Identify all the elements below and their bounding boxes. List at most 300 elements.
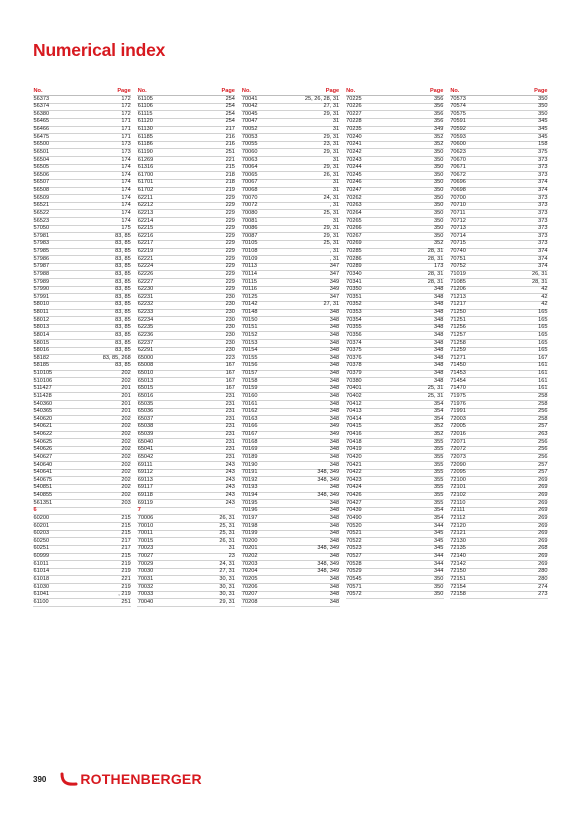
item-number: 57983 (33, 240, 50, 247)
item-number: 70402 (346, 392, 362, 399)
page-reference: 254 (225, 95, 235, 102)
item-number: 70045 (241, 110, 258, 117)
item-number: 71019 (450, 270, 466, 277)
item-number: 540622 (33, 431, 53, 437)
page-reference: 348 (329, 575, 340, 582)
item-number: 72073 (450, 453, 466, 460)
item-number: 62236 (137, 331, 154, 338)
item-number: 70040 (137, 598, 154, 605)
item-number: 70422 (346, 469, 362, 476)
item-number: 70575 (450, 110, 466, 117)
page-reference: 171 (121, 133, 131, 140)
item-number: 70715 (450, 240, 466, 247)
item-number: 61018 (33, 575, 50, 582)
page-reference: 352 (433, 423, 444, 430)
item-number: 57981 (33, 232, 50, 239)
item-number: 70208 (241, 598, 258, 605)
item-number: 70420 (346, 453, 362, 460)
page-reference: 202 (121, 476, 131, 483)
page-reference: 165 (538, 339, 548, 346)
item-number: 69113 (137, 476, 153, 483)
item-number: 70413 (346, 408, 362, 415)
page-reference: 202 (121, 438, 131, 445)
item-number: 70246 (346, 179, 362, 186)
page-reference: 348 (329, 370, 340, 376)
item-number: 56466 (33, 126, 50, 132)
page-reference: 350 (433, 194, 444, 201)
page-reference: 348 (329, 377, 340, 384)
page-reference: 203 (121, 499, 131, 506)
page-reference: 350 (538, 95, 548, 102)
page-reference: 27, 31 (323, 301, 340, 308)
page-reference: 231 (225, 415, 235, 422)
item-number: 56508 (33, 187, 50, 193)
page-reference: 167 (225, 370, 235, 376)
item-number: 70125 (241, 293, 258, 300)
item-number: 57050 (33, 225, 50, 232)
page-footer (33, 768, 253, 790)
item-number: 510106 (33, 377, 53, 384)
page-reference: 348 (329, 339, 340, 346)
item-number: 57986 (33, 255, 50, 262)
page-reference: 161 (538, 362, 548, 369)
page-reference: 348 (433, 309, 444, 315)
item-number: 70289 (346, 263, 362, 270)
page-reference: 348 (433, 370, 444, 376)
item-number: 61120 (137, 118, 153, 125)
item-number: 72121 (450, 530, 466, 537)
page-reference: 243 (225, 492, 235, 498)
page-reference: 229 (225, 232, 235, 239)
item-number: 71470 (450, 385, 466, 392)
page-reference: 83, 85 (115, 270, 131, 277)
page-reference: 28, 31 (427, 270, 444, 277)
page-reference: 202 (121, 453, 131, 460)
page-reference: 269 (538, 522, 548, 529)
page-reference: 230 (225, 347, 235, 354)
item-number: 70262 (346, 194, 362, 201)
item-number: 70228 (346, 118, 362, 125)
item-number: 62224 (137, 263, 154, 270)
page-reference: 215 (121, 522, 131, 529)
page-reference: 219 (121, 560, 131, 567)
item-number: 72154 (450, 583, 466, 590)
rothenberger-logo-mark-icon (60, 772, 78, 786)
page-reference: 229 (225, 240, 235, 247)
page-reference: 347 (329, 293, 340, 300)
item-number: 70063 (241, 156, 258, 163)
item-number: 72102 (450, 492, 466, 498)
item-number: 70244 (346, 164, 362, 171)
item-number: 57991 (33, 293, 50, 300)
page-reference: 231 (225, 446, 235, 453)
item-number: 70047 (241, 118, 258, 125)
item-number: 70711 (450, 209, 466, 216)
page-reference: 173 (433, 263, 444, 270)
page-reference: 344 (433, 568, 444, 575)
item-number: 70623 (450, 148, 466, 155)
page-reference: 202 (121, 370, 131, 376)
item-number: 540627 (33, 453, 53, 460)
page-reference: 83, 85 (115, 248, 131, 254)
index-row (137, 500, 235, 508)
item-number: 61186 (137, 141, 153, 148)
page-reference: 174 (121, 202, 131, 209)
item-number: 60250 (33, 537, 50, 544)
page-reference: 83, 85 (115, 263, 131, 270)
item-number: 72005 (450, 423, 466, 430)
page-reference: 83, 85 (115, 339, 131, 346)
item-number: 70156 (241, 362, 258, 369)
item-number: 70080 (241, 209, 258, 216)
page-reference: 219 (225, 187, 235, 193)
item-number: 70011 (137, 530, 153, 537)
page-number: 390 (33, 774, 47, 784)
page-reference: 28, 31 (427, 278, 444, 285)
page-reference: 345 (538, 133, 548, 140)
page-reference: 356 (433, 103, 444, 110)
index-column (137, 87, 235, 607)
page-reference: 216 (225, 141, 235, 148)
item-number: 70087 (241, 232, 258, 239)
page-reference: 25, 31 (219, 530, 235, 537)
page-title: Numerical index (33, 40, 166, 60)
index-row (450, 592, 548, 600)
page-reference: 348 (433, 293, 444, 300)
item-number: 70752 (450, 263, 466, 270)
item-number: 70169 (241, 446, 258, 453)
page-reference: 175 (121, 225, 131, 232)
item-number: 70204 (241, 568, 258, 575)
page-reference: 354 (433, 507, 444, 514)
item-number: 61030 (33, 583, 50, 590)
page-reference: 355 (433, 476, 444, 483)
page-reference: 30, 31 (219, 575, 235, 582)
item-number: 61105 (137, 95, 153, 102)
item-number: 70033 (137, 591, 154, 598)
page-reference: 83, 85 (115, 309, 131, 315)
index-column (33, 87, 131, 607)
item-number: 70267 (346, 232, 362, 239)
page-reference: 350 (433, 217, 444, 224)
page-reference: 349 (329, 423, 340, 430)
item-number: 61011 (33, 560, 49, 567)
item-number: 62221 (137, 255, 154, 262)
item-number: 540365 (33, 408, 53, 415)
item-number: 70055 (241, 141, 258, 148)
item-number: 70015 (137, 537, 154, 544)
item-number: 70286 (346, 255, 362, 262)
item-number: 56500 (33, 141, 50, 148)
page-reference: 221 (121, 575, 131, 582)
page-reference: 171 (121, 118, 131, 125)
item-number: 62214 (137, 217, 154, 224)
page-reference: 352 (433, 431, 444, 437)
item-number: 62216 (137, 232, 154, 239)
header-no: No. (137, 87, 147, 94)
item-number: 69117 (137, 484, 153, 491)
page-reference: 229 (225, 278, 235, 285)
page-reference: 273 (538, 591, 548, 598)
page-reference: 350 (433, 591, 444, 598)
page-reference: 348 (329, 415, 340, 422)
page-reference: 230 (225, 331, 235, 338)
item-number: 71250 (450, 309, 466, 315)
item-number: 70591 (450, 118, 466, 125)
item-number: 56509 (33, 194, 50, 201)
page-reference: 354 (433, 408, 444, 415)
item-number: 70269 (346, 240, 362, 247)
page-reference: 202 (121, 431, 131, 437)
page-reference: 218 (225, 171, 235, 178)
item-number: 70265 (346, 217, 362, 224)
page-reference: 31 (332, 126, 340, 132)
page-reference: 349 (329, 431, 340, 437)
item-number: 62235 (137, 324, 154, 331)
page-reference: 348 (329, 385, 340, 392)
item-number: 70352 (346, 301, 362, 308)
item-number: 65008 (137, 362, 154, 369)
page-reference: 348 (329, 530, 340, 537)
item-number: 70192 (241, 476, 258, 483)
item-number: 72150 (450, 568, 466, 575)
rothenberger-logo (60, 771, 201, 787)
page-reference: 174 (121, 209, 131, 216)
item-number: 61269 (137, 156, 154, 163)
item-number: 61100 (33, 598, 49, 605)
page-reference: 42 (541, 301, 548, 308)
item-number: 60203 (33, 530, 50, 537)
item-number: 72112 (450, 514, 466, 521)
item-number: 70070 (241, 194, 258, 201)
item-number: 70700 (450, 194, 466, 201)
item-number: 62230 (137, 286, 154, 293)
page-reference: 348 (433, 316, 444, 323)
item-number: 70041 (241, 95, 258, 102)
item-number: 70740 (450, 248, 466, 254)
page-reference: 171 (121, 126, 131, 132)
page-reference: 257 (538, 423, 548, 430)
item-number: 58011 (33, 309, 49, 315)
page-reference: 172 (121, 110, 131, 117)
item-number: 71259 (450, 347, 466, 354)
index-row (346, 592, 444, 600)
page-reference: 373 (538, 171, 548, 178)
page-reference: 165 (538, 309, 548, 315)
page-reference: 373 (538, 209, 548, 216)
item-number: 540851 (33, 484, 53, 491)
page-reference: 348 (433, 362, 444, 369)
item-number: 70340 (346, 270, 362, 277)
page-reference: 161 (538, 370, 548, 376)
item-number: 70159 (241, 385, 258, 392)
item-number: 61130 (137, 126, 153, 132)
item-number: 540626 (33, 446, 53, 453)
item-number: 70148 (241, 309, 258, 315)
page-reference: 350 (433, 148, 444, 155)
item-number: 61041 (33, 591, 50, 598)
item-number: 72095 (450, 469, 466, 476)
page-reference: 174 (121, 194, 131, 201)
page-reference: 348 (329, 400, 340, 407)
page-reference: 30, 31 (219, 591, 235, 598)
page-reference: 24, 31 (219, 560, 235, 567)
page-reference: 25, 31 (323, 240, 340, 247)
page-reference: 26, 31 (219, 537, 235, 544)
page-reference: 269 (538, 492, 548, 498)
page-reference: 348 (329, 316, 340, 323)
item-number: 69112 (137, 469, 153, 476)
item-number: 6 (33, 507, 37, 514)
index-column (450, 87, 548, 607)
item-number: 72090 (450, 461, 466, 468)
page-reference: 348 (329, 537, 340, 544)
page-reference: 348 (433, 331, 444, 338)
item-number: 65035 (137, 400, 154, 407)
item-number: 540855 (33, 492, 53, 498)
index-column (346, 87, 444, 607)
index-row (137, 599, 235, 607)
page-reference: 348 (329, 598, 340, 605)
item-number: 58010 (33, 301, 50, 308)
item-number: 70375 (346, 347, 362, 354)
page-reference: 173 (121, 141, 131, 148)
item-number: 62213 (137, 209, 154, 216)
page-reference: 172 (121, 95, 131, 102)
page-reference: 218 (225, 179, 235, 186)
page-reference: 348 (329, 583, 340, 590)
item-number: 62234 (137, 316, 154, 323)
item-number: 71975 (450, 392, 466, 399)
item-number: 61190 (137, 148, 153, 155)
header-page: Page (117, 87, 131, 94)
page-reference: 256 (538, 438, 548, 445)
item-number: 70194 (241, 492, 258, 498)
item-number: 69118 (137, 492, 153, 498)
item-number: 70150 (241, 316, 258, 323)
item-number: 70528 (346, 560, 362, 567)
item-number: 70199 (241, 530, 258, 537)
item-number: 70027 (137, 553, 154, 559)
item-number: 70529 (346, 568, 362, 575)
item-number: 62237 (137, 339, 154, 346)
page-reference: 26, 31 (323, 171, 340, 178)
header-no: No. (346, 87, 356, 94)
item-number: 70710 (450, 202, 466, 209)
page-reference: 29, 31 (323, 232, 340, 239)
page-reference: 167 (538, 354, 548, 361)
item-number: 540640 (33, 461, 53, 468)
item-number: 70162 (241, 408, 258, 415)
item-number: 70242 (346, 148, 362, 155)
item-number: 70378 (346, 362, 362, 369)
item-number: 65013 (137, 377, 154, 384)
page-reference: 348 (329, 408, 340, 415)
page-reference: 348, 349 (317, 545, 340, 552)
item-number: 70193 (241, 484, 258, 491)
page-reference: 229 (225, 202, 235, 209)
page-reference: 280 (538, 575, 548, 582)
item-number: 72110 (450, 499, 466, 506)
page-reference: 348, 349 (317, 560, 340, 567)
page-reference: 348 (329, 392, 340, 399)
page-reference: 229 (225, 270, 235, 277)
item-number: 70419 (346, 446, 362, 453)
page-reference: 29, 31 (323, 110, 340, 117)
page-reference: 348 (329, 461, 340, 468)
page-reference: 219 (121, 568, 131, 575)
page-reference: 243 (225, 499, 235, 506)
item-number: 70427 (346, 499, 362, 506)
page-reference: 348 (329, 553, 340, 559)
item-number: 72101 (450, 484, 466, 491)
page-reference: 280 (538, 568, 548, 575)
item-number: 70235 (346, 126, 362, 132)
page-reference: 29, 31 (323, 133, 340, 140)
item-number: 72151 (450, 575, 466, 582)
item-number: 71453 (450, 370, 466, 376)
page-reference: 355 (433, 438, 444, 445)
item-number: 70108 (241, 248, 258, 254)
page-reference: 27, 31 (323, 103, 340, 110)
index-row (33, 500, 131, 508)
header-no: No. (241, 87, 251, 94)
page-reference: 229 (225, 194, 235, 201)
item-number: 70198 (241, 522, 258, 529)
page-reference: 243 (225, 476, 235, 483)
page-reference: 258 (538, 392, 548, 399)
item-number: 56521 (33, 202, 50, 209)
page-reference: 348 (329, 446, 340, 453)
item-number: 70195 (241, 499, 258, 506)
page-reference: 174 (121, 156, 131, 163)
header-no: No. (450, 87, 460, 94)
item-number: 72130 (450, 537, 466, 544)
item-number: 70152 (241, 331, 258, 338)
page-reference: 230 (225, 309, 235, 315)
item-number: 70521 (346, 530, 362, 537)
item-number: 61115 (137, 110, 153, 117)
page-reference: 165 (538, 324, 548, 331)
page-reference: 28, 31 (427, 255, 444, 262)
page-reference: 29, 31 (219, 598, 235, 605)
item-number: 72003 (450, 415, 466, 422)
item-number: 58182 (33, 354, 50, 361)
page-reference: 83, 85 (115, 293, 131, 300)
page-reference: 348, 349 (317, 492, 340, 498)
item-number: 65042 (137, 453, 154, 460)
item-number: 65015 (137, 385, 154, 392)
item-number: 70191 (241, 469, 258, 476)
page-reference: 29, 31 (323, 164, 340, 171)
item-number: 70439 (346, 507, 362, 514)
item-number: 70426 (346, 492, 362, 498)
page-reference: 215 (121, 553, 131, 559)
page-reference: 23, 31 (323, 141, 340, 148)
item-number: 61014 (33, 568, 50, 575)
item-number: 61316 (137, 164, 154, 171)
page-reference: 251 (121, 598, 131, 605)
item-number: 71258 (450, 339, 466, 346)
page-reference: 217 (225, 126, 235, 132)
page-reference: 202 (121, 469, 131, 476)
page-reference: 161 (538, 385, 548, 392)
page-reference: 355 (433, 492, 444, 498)
item-number: 70670 (450, 156, 466, 163)
item-number: 70247 (346, 187, 362, 193)
page-reference: 223 (225, 354, 235, 361)
item-number: 71206 (450, 286, 466, 293)
